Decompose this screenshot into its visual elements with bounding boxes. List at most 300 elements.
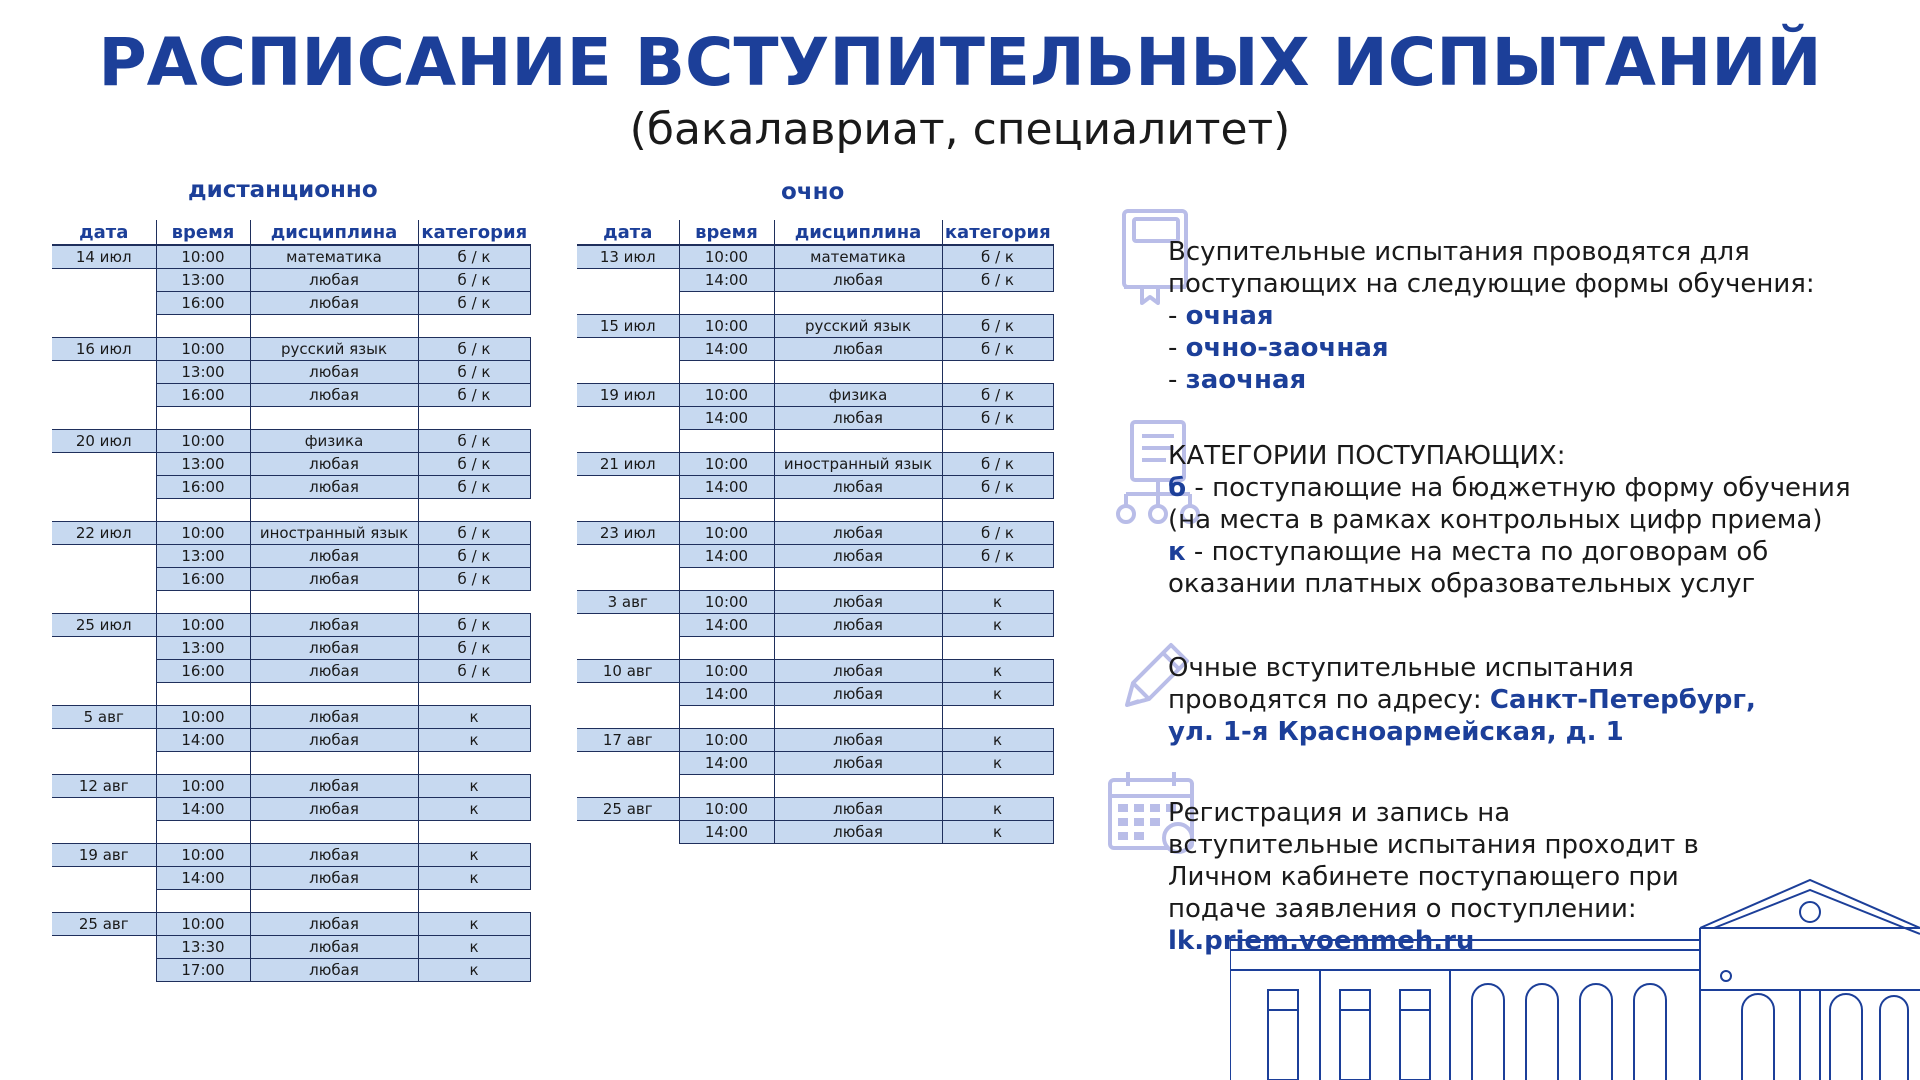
discipline-cell: любая <box>774 338 942 361</box>
discipline-cell: любая <box>250 660 418 683</box>
date-cell <box>52 936 156 959</box>
time-cell: 10:00 <box>156 522 250 545</box>
spacer-row <box>52 407 530 430</box>
spacer-cell <box>774 499 942 522</box>
table-row <box>577 269 1053 292</box>
time-cell: 10:00 <box>679 522 774 545</box>
date-cell: 14 июл <box>52 245 156 269</box>
date-cell <box>52 798 156 821</box>
date-cell <box>52 384 156 407</box>
table-row <box>52 292 530 315</box>
spacer-cell <box>418 591 530 614</box>
discipline-cell: физика <box>774 384 942 407</box>
spacer-cell <box>942 499 1053 522</box>
spacer-row <box>52 499 530 522</box>
column-header-date: дата <box>577 220 679 245</box>
category-k-letter: к <box>1168 537 1186 567</box>
category-cell: б / к <box>418 637 530 660</box>
table-row <box>577 821 1053 844</box>
table-row <box>52 936 530 959</box>
spacer-cell <box>418 821 530 844</box>
date-cell <box>52 292 156 315</box>
category-cell: к <box>418 706 530 729</box>
spacer-cell <box>679 568 774 591</box>
column-header-date: дата <box>52 220 156 245</box>
time-cell: 10:00 <box>679 660 774 683</box>
column-header-category: категория <box>942 220 1053 245</box>
category-cell: к <box>942 660 1053 683</box>
spacer-cell <box>250 752 418 775</box>
discipline-cell: любая <box>250 844 418 867</box>
discipline-cell: любая <box>774 614 942 637</box>
table-row <box>577 384 1053 407</box>
time-cell: 14:00 <box>679 683 774 706</box>
discipline-cell: любая <box>774 269 942 292</box>
time-cell: 10:00 <box>156 775 250 798</box>
table-row <box>577 614 1053 637</box>
table-row <box>52 269 530 292</box>
table-row <box>577 476 1053 499</box>
category-cell: б / к <box>942 476 1053 499</box>
category-cell: б / к <box>418 522 530 545</box>
spacer-cell <box>418 315 530 338</box>
spacer-cell <box>250 499 418 522</box>
spacer-cell <box>679 775 774 798</box>
time-cell: 10:00 <box>679 245 774 269</box>
address-value: Санкт-Петербург, ул. 1-я Красноармейская, д. 1 <box>1168 685 1756 747</box>
registration-text: Регистрация и запись на вступительные испытания проходит в Личном кабинете поступающего при подаче заявления о поступлении: <box>1168 798 1699 924</box>
table-row <box>52 660 530 683</box>
discipline-cell: любая <box>250 384 418 407</box>
study-form-full-time: очная <box>1185 301 1274 331</box>
table-row <box>52 913 530 936</box>
spacer-cell <box>577 361 679 384</box>
discipline-cell: русский язык <box>250 338 418 361</box>
discipline-cell: любая <box>250 361 418 384</box>
category-cell: б / к <box>418 476 530 499</box>
table-row <box>577 407 1053 430</box>
time-cell: 17:00 <box>156 959 250 982</box>
spacer-cell <box>418 499 530 522</box>
category-cell: к <box>942 752 1053 775</box>
time-cell: 10:00 <box>156 338 250 361</box>
discipline-cell: любая <box>250 798 418 821</box>
column-header-discipline: дисциплина <box>774 220 942 245</box>
table-row <box>52 798 530 821</box>
time-cell: 14:00 <box>679 476 774 499</box>
discipline-cell: любая <box>250 292 418 315</box>
table-header-row <box>52 220 530 245</box>
date-cell: 10 авг <box>577 660 679 683</box>
category-cell: б / к <box>942 407 1053 430</box>
table-row <box>52 844 530 867</box>
spacer-cell <box>577 637 679 660</box>
category-cell: б / к <box>418 614 530 637</box>
date-cell <box>577 476 679 499</box>
spacer-cell <box>52 890 156 913</box>
time-cell: 14:00 <box>156 798 250 821</box>
spacer-cell <box>52 683 156 706</box>
category-cell: к <box>942 821 1053 844</box>
spacer-cell <box>577 568 679 591</box>
time-cell: 10:00 <box>679 315 774 338</box>
discipline-cell: любая <box>774 545 942 568</box>
spacer-cell <box>942 361 1053 384</box>
table-row <box>52 959 530 982</box>
spacer-cell <box>577 430 679 453</box>
spacer-cell <box>679 499 774 522</box>
category-cell: к <box>418 936 530 959</box>
spacer-cell <box>679 637 774 660</box>
inperson-schedule-table <box>577 220 1054 844</box>
discipline-cell: любая <box>774 522 942 545</box>
category-b-description: - поступающие на бюджетную форму обучения (на места в рамках контрольных цифр приема) <box>1168 473 1851 535</box>
table-row <box>577 729 1053 752</box>
category-cell: б / к <box>418 269 530 292</box>
list-dash: - <box>1168 301 1178 331</box>
spacer-row <box>577 361 1053 384</box>
date-cell <box>577 545 679 568</box>
spacer-cell <box>942 292 1053 315</box>
spacer-cell <box>52 591 156 614</box>
time-cell: 13:00 <box>156 637 250 660</box>
date-cell <box>52 361 156 384</box>
spacer-cell <box>942 568 1053 591</box>
date-cell <box>577 614 679 637</box>
spacer-cell <box>52 752 156 775</box>
table-row <box>577 545 1053 568</box>
category-cell: б / к <box>418 245 530 269</box>
spacer-cell <box>418 752 530 775</box>
date-cell <box>577 683 679 706</box>
spacer-cell <box>250 591 418 614</box>
spacer-row <box>52 315 530 338</box>
spacer-row <box>577 568 1053 591</box>
category-cell: к <box>418 798 530 821</box>
spacer-cell <box>774 775 942 798</box>
table-row <box>52 614 530 637</box>
discipline-cell: математика <box>774 245 942 269</box>
date-cell <box>577 338 679 361</box>
table-row <box>52 775 530 798</box>
table-row <box>577 798 1053 821</box>
spacer-cell <box>679 430 774 453</box>
table-row <box>52 568 530 591</box>
date-cell: 16 июл <box>52 338 156 361</box>
spacer-cell <box>942 430 1053 453</box>
discipline-cell: любая <box>774 729 942 752</box>
date-cell <box>577 407 679 430</box>
spacer-cell <box>156 752 250 775</box>
category-cell: к <box>418 775 530 798</box>
category-cell: б / к <box>418 338 530 361</box>
spacer-cell <box>679 361 774 384</box>
discipline-cell: физика <box>250 430 418 453</box>
time-cell: 16:00 <box>156 660 250 683</box>
time-cell: 16:00 <box>156 568 250 591</box>
date-cell <box>52 545 156 568</box>
date-cell <box>577 821 679 844</box>
spacer-cell <box>250 683 418 706</box>
date-cell: 20 июл <box>52 430 156 453</box>
category-cell: б / к <box>942 522 1053 545</box>
spacer-row <box>52 821 530 844</box>
date-cell <box>52 476 156 499</box>
time-cell: 16:00 <box>156 384 250 407</box>
date-cell: 19 июл <box>577 384 679 407</box>
category-cell: б / к <box>418 384 530 407</box>
date-cell: 19 авг <box>52 844 156 867</box>
table-row <box>577 338 1053 361</box>
list-dash: - <box>1168 333 1178 363</box>
spacer-cell <box>250 821 418 844</box>
category-cell: к <box>418 913 530 936</box>
distance-schedule-table <box>52 220 531 982</box>
spacer-cell <box>774 706 942 729</box>
date-cell: 22 июл <box>52 522 156 545</box>
study-forms-block <box>1168 236 1868 396</box>
category-cell: б / к <box>942 384 1053 407</box>
discipline-cell: любая <box>250 913 418 936</box>
university-building-illustration <box>1230 870 1920 1080</box>
discipline-cell: любая <box>250 959 418 982</box>
table-row <box>52 384 530 407</box>
spacer-cell <box>156 683 250 706</box>
category-cell: к <box>418 729 530 752</box>
categories-title: КАТЕГОРИИ ПОСТУПАЮЩИХ: <box>1168 441 1566 471</box>
table-row <box>577 683 1053 706</box>
time-cell: 10:00 <box>679 591 774 614</box>
spacer-cell <box>577 706 679 729</box>
time-cell: 10:00 <box>156 913 250 936</box>
study-form-extramural: заочная <box>1185 365 1307 395</box>
category-k-description: - поступающие на места по договорам об оказании платных образовательных услуг <box>1168 537 1769 599</box>
table-row <box>52 361 530 384</box>
category-cell: к <box>418 844 530 867</box>
date-cell: 23 июл <box>577 522 679 545</box>
spacer-row <box>52 890 530 913</box>
discipline-cell: любая <box>774 821 942 844</box>
registration-link[interactable]: lk.priem.voenmeh.ru <box>1168 926 1475 956</box>
discipline-cell: любая <box>250 637 418 660</box>
spacer-row <box>577 499 1053 522</box>
time-cell: 10:00 <box>156 430 250 453</box>
time-cell: 14:00 <box>679 338 774 361</box>
date-cell <box>577 269 679 292</box>
date-cell <box>52 269 156 292</box>
column-header-category: категория <box>418 220 530 245</box>
spacer-cell <box>577 775 679 798</box>
spacer-row <box>52 683 530 706</box>
date-cell: 25 авг <box>577 798 679 821</box>
spacer-cell <box>774 568 942 591</box>
spacer-row <box>577 637 1053 660</box>
category-cell: б / к <box>418 292 530 315</box>
table-row <box>577 752 1053 775</box>
table-row <box>52 545 530 568</box>
spacer-cell <box>52 407 156 430</box>
time-cell: 14:00 <box>679 614 774 637</box>
category-cell: б / к <box>418 361 530 384</box>
discipline-cell: любая <box>250 729 418 752</box>
discipline-cell: иностранный язык <box>250 522 418 545</box>
column-header-discipline: дисциплина <box>250 220 418 245</box>
date-cell: 25 июл <box>52 614 156 637</box>
time-cell: 10:00 <box>156 614 250 637</box>
column-header-time: время <box>156 220 250 245</box>
spacer-cell <box>52 315 156 338</box>
spacer-cell <box>942 637 1053 660</box>
category-cell: к <box>418 867 530 890</box>
date-cell: 3 авг <box>577 591 679 614</box>
spacer-cell <box>250 315 418 338</box>
discipline-cell: любая <box>250 614 418 637</box>
table-row <box>577 591 1053 614</box>
discipline-cell: любая <box>250 706 418 729</box>
category-cell: б / к <box>942 315 1053 338</box>
table-row <box>577 315 1053 338</box>
category-cell: к <box>942 614 1053 637</box>
spacer-cell <box>774 361 942 384</box>
time-cell: 13:30 <box>156 936 250 959</box>
spacer-cell <box>156 890 250 913</box>
category-cell: б / к <box>418 568 530 591</box>
date-cell: 5 авг <box>52 706 156 729</box>
spacer-cell <box>577 499 679 522</box>
discipline-cell: любая <box>774 476 942 499</box>
discipline-cell: любая <box>250 568 418 591</box>
time-cell: 13:00 <box>156 269 250 292</box>
table-row <box>52 453 530 476</box>
category-cell: к <box>942 798 1053 821</box>
spacer-cell <box>774 637 942 660</box>
list-dash: - <box>1168 365 1178 395</box>
time-cell: 10:00 <box>156 706 250 729</box>
time-cell: 13:00 <box>156 361 250 384</box>
date-cell <box>577 752 679 775</box>
table-row <box>577 522 1053 545</box>
time-cell: 14:00 <box>156 729 250 752</box>
time-cell: 10:00 <box>679 729 774 752</box>
spacer-cell <box>679 292 774 315</box>
date-cell: 12 авг <box>52 775 156 798</box>
category-cell: к <box>942 729 1053 752</box>
study-forms-intro: Всупительные испытания проводятся для поступающих на следующие формы обучения: <box>1168 237 1815 299</box>
spacer-cell <box>679 706 774 729</box>
date-cell: 13 июл <box>577 245 679 269</box>
spacer-cell <box>52 499 156 522</box>
category-cell: б / к <box>942 545 1053 568</box>
time-cell: 14:00 <box>679 269 774 292</box>
date-cell: 25 авг <box>52 913 156 936</box>
discipline-cell: математика <box>250 245 418 269</box>
date-cell <box>52 959 156 982</box>
discipline-cell: любая <box>774 591 942 614</box>
spacer-cell <box>418 683 530 706</box>
category-cell: б / к <box>942 245 1053 269</box>
spacer-row <box>52 752 530 775</box>
discipline-cell: любая <box>250 453 418 476</box>
spacer-cell <box>942 706 1053 729</box>
date-cell <box>52 453 156 476</box>
time-cell: 14:00 <box>679 545 774 568</box>
date-cell <box>52 660 156 683</box>
spacer-row <box>577 430 1053 453</box>
spacer-cell <box>577 292 679 315</box>
page-subtitle: (бакалавриат, специалитет) <box>629 104 1291 155</box>
spacer-cell <box>156 407 250 430</box>
spacer-row <box>577 292 1053 315</box>
spacer-row <box>577 775 1053 798</box>
spacer-cell <box>156 821 250 844</box>
time-cell: 10:00 <box>679 453 774 476</box>
inperson-heading: очно <box>781 179 845 205</box>
spacer-row <box>577 706 1053 729</box>
time-cell: 13:00 <box>156 453 250 476</box>
time-cell: 10:00 <box>156 844 250 867</box>
table-row <box>577 660 1053 683</box>
page-title: РАСПИСАНИЕ ВСТУПИТЕЛЬНЫХ ИСПЫТАНИЙ <box>98 24 1822 101</box>
time-cell: 10:00 <box>679 384 774 407</box>
discipline-cell: любая <box>774 660 942 683</box>
time-cell: 10:00 <box>156 245 250 269</box>
category-cell: к <box>418 959 530 982</box>
category-cell: б / к <box>942 338 1053 361</box>
category-cell: б / к <box>942 453 1053 476</box>
spacer-cell <box>418 407 530 430</box>
spacer-cell <box>942 775 1053 798</box>
table-row <box>52 706 530 729</box>
category-b-letter: б <box>1168 473 1187 503</box>
time-cell: 16:00 <box>156 476 250 499</box>
date-cell <box>52 729 156 752</box>
date-cell: 15 июл <box>577 315 679 338</box>
category-cell: б / к <box>418 545 530 568</box>
address-intro: Очные вступительные испытания проводятся по адресу: <box>1168 653 1634 715</box>
spacer-cell <box>156 499 250 522</box>
study-form-part-time: очно-заочная <box>1185 333 1389 363</box>
spacer-cell <box>52 821 156 844</box>
date-cell <box>52 637 156 660</box>
table-row <box>577 245 1053 269</box>
table-row <box>52 729 530 752</box>
spacer-cell <box>418 890 530 913</box>
spacer-row <box>52 591 530 614</box>
date-cell <box>52 568 156 591</box>
address-block <box>1168 652 1788 748</box>
spacer-cell <box>774 430 942 453</box>
table-row <box>52 867 530 890</box>
discipline-cell: любая <box>250 545 418 568</box>
time-cell: 14:00 <box>679 752 774 775</box>
discipline-cell: любая <box>774 683 942 706</box>
table-row <box>577 453 1053 476</box>
discipline-cell: любая <box>250 867 418 890</box>
table-header-row <box>577 220 1053 245</box>
column-header-time: время <box>679 220 774 245</box>
category-cell: к <box>942 591 1053 614</box>
discipline-cell: любая <box>250 476 418 499</box>
time-cell: 16:00 <box>156 292 250 315</box>
category-cell: б / к <box>942 269 1053 292</box>
spacer-cell <box>250 890 418 913</box>
categories-block <box>1168 440 1868 600</box>
discipline-cell: любая <box>774 407 942 430</box>
discipline-cell: любая <box>774 798 942 821</box>
spacer-cell <box>774 292 942 315</box>
category-cell: б / к <box>418 660 530 683</box>
table-row <box>52 637 530 660</box>
